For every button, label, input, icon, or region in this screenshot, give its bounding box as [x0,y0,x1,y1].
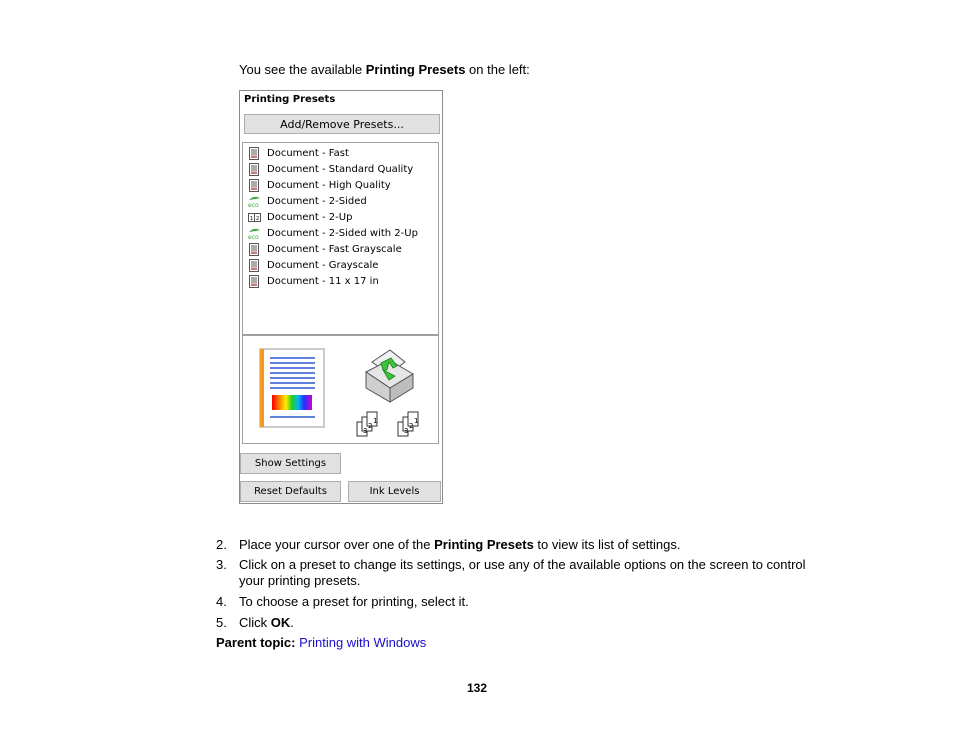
svg-text:2: 2 [409,422,414,430]
step-number: 4. [216,594,227,609]
step-number: 2. [216,537,227,552]
step-number: 5. [216,615,227,630]
preset-item[interactable] [248,209,352,225]
page-number: 132 [466,681,488,695]
preset-item[interactable] [248,177,391,193]
step-text: Place your cursor over one of the Printing Presets to view its list of settings. [239,537,681,552]
presets-list[interactable] [242,142,439,335]
step-text: To choose a preset for printing, select it. [239,594,469,609]
document-icon [248,259,261,272]
svg-text:eco: eco [248,233,259,240]
printer-icon [366,350,413,402]
preset-label: Document - Grayscale [267,259,379,271]
svg-text:1: 1 [250,215,254,222]
svg-text:3: 3 [363,427,368,435]
preset-item[interactable] [248,273,379,289]
preset-label: Document - Fast [267,147,349,159]
document-preview-icon [260,349,324,427]
eco-icon [248,195,261,208]
collate-icon-2 [398,412,418,436]
preset-item[interactable] [248,257,378,273]
preset-item[interactable] [248,241,402,257]
preset-label: Document - 11 x 17 in [267,275,379,287]
preset-item[interactable] [248,193,367,209]
preset-item[interactable] [248,225,418,241]
svg-text:1: 1 [414,417,419,425]
parent-topic: Parent topic: Printing with Windows [216,635,427,650]
document-icon [248,243,261,256]
two-up-icon [248,211,261,224]
preset-label: Document - High Quality [267,179,391,191]
svg-text:2: 2 [368,422,373,430]
print-preview [242,335,439,444]
step-text: Click on a preset to change its settings, or use any of the available options on the screen to control your printing presets. [239,557,806,588]
document-icon [248,147,261,160]
preset-label: Document - 2-Up [267,211,353,223]
step-text: Click OK. [239,615,294,630]
intro-text: You see the available Printing Presets on the left: [239,62,530,77]
document-icon [248,163,261,176]
eco-icon [248,227,261,240]
svg-text:2: 2 [256,215,260,222]
preview-graphic [243,336,438,443]
printing-presets-panel [239,90,443,504]
svg-text:eco: eco [248,201,259,208]
preset-item[interactable] [248,145,349,161]
preset-item[interactable] [248,161,413,177]
add-remove-presets-button[interactable]: Add/Remove Presets... [244,114,440,134]
svg-text:3: 3 [404,427,409,435]
preset-label: Document - Fast Grayscale [267,243,402,255]
panel-title: Printing Presets [244,94,336,105]
step-number: 3. [216,557,227,572]
preset-label: Document - Standard Quality [267,163,414,175]
preset-label: Document - 2-Sided with 2-Up [267,227,418,239]
show-settings-button[interactable]: Show Settings [240,453,341,474]
document-icon [248,275,261,288]
parent-topic-link[interactable]: Printing with Windows [299,635,427,650]
document-icon [248,179,261,192]
ink-levels-button[interactable]: Ink Levels [348,481,441,502]
preset-label: Document - 2-Sided [267,195,367,207]
reset-defaults-button[interactable]: Reset Defaults [240,481,341,502]
collate-icon [357,412,377,436]
svg-text:1: 1 [373,417,378,425]
